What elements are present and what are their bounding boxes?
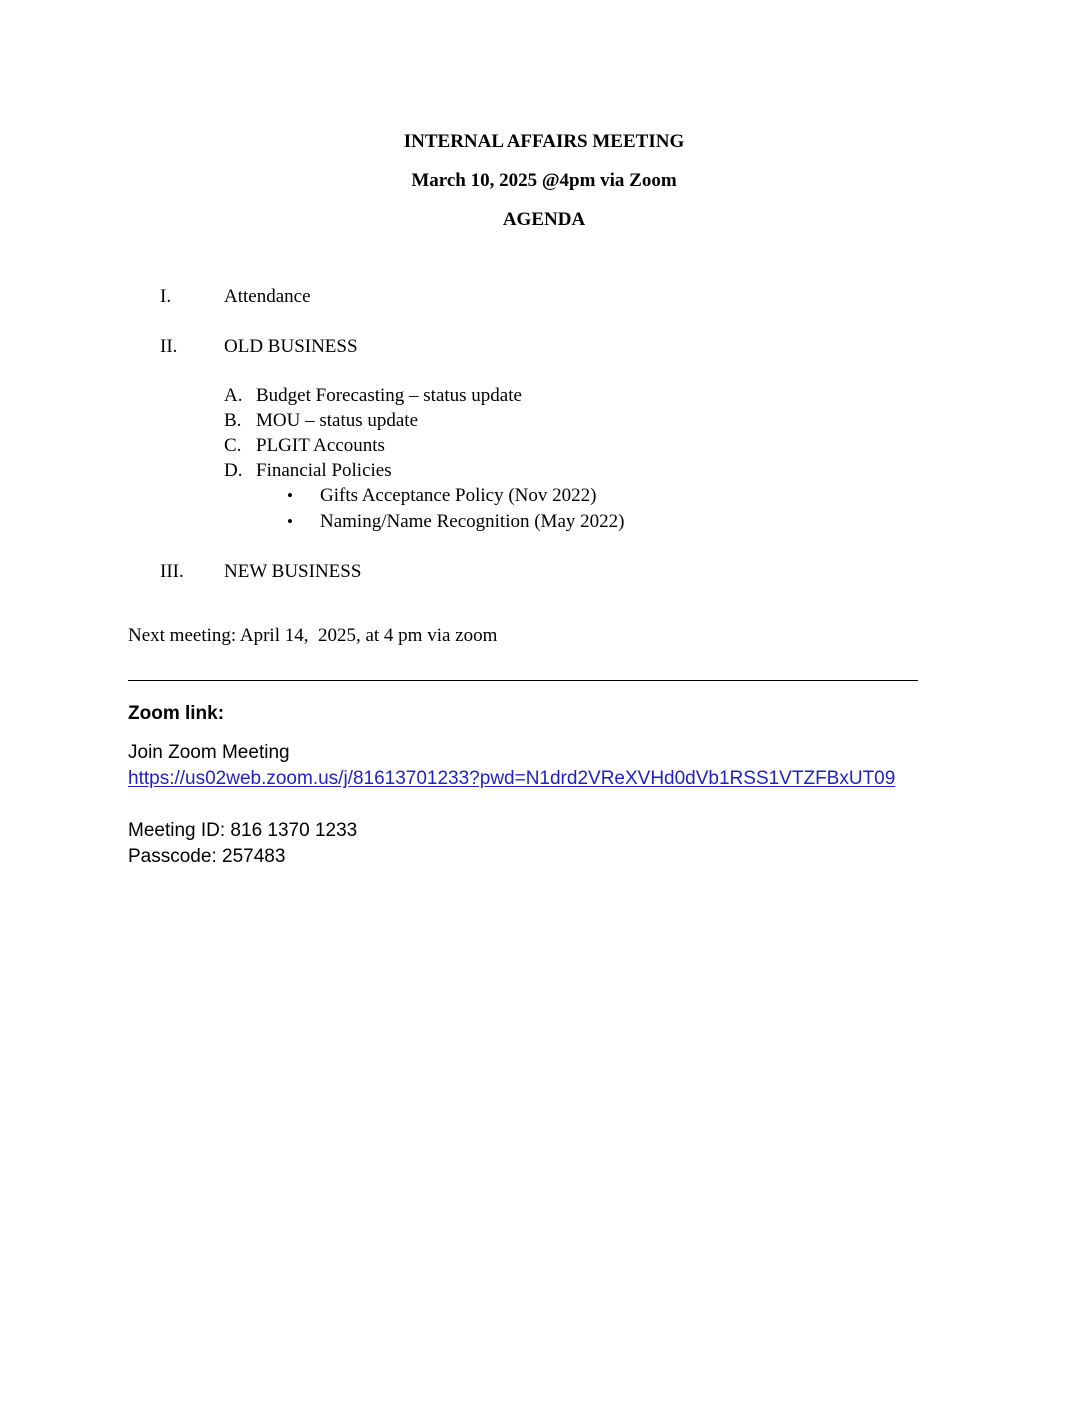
agenda-item-attendance: Attendance [224, 286, 311, 307]
next-meeting-text: Next meeting: April 14, 2025, at 4 pm via zoom [128, 625, 498, 646]
agenda-numeral-1: I. [160, 286, 172, 307]
subitem-letter-b: B. [224, 410, 242, 431]
agenda-item-new-business: NEW BUSINESS [224, 561, 362, 582]
zoom-link-heading: Zoom link: [128, 703, 225, 724]
horizontal-rule [128, 680, 918, 681]
subitem-mou: MOU – status update [256, 410, 419, 431]
agenda-heading: AGENDA [502, 209, 586, 230]
passcode: Passcode: 257483 [128, 846, 286, 867]
subitem-budget-forecasting: Budget Forecasting – status update [256, 385, 522, 406]
zoom-meeting-link[interactable]: https://us02web.zoom.us/j/81613701233?pwd=N1drd2VReXVHd0dVb1RSS1VTZFBxUT09 [128, 768, 896, 789]
subitem-letter-d: D. [224, 460, 243, 481]
bullet-icon: • [287, 512, 293, 531]
bullet-gifts-acceptance-policy: Gifts Acceptance Policy (Nov 2022) [320, 485, 597, 506]
bullet-icon: • [287, 486, 293, 505]
document-title: INTERNAL AFFAIRS MEETING [403, 131, 685, 152]
meeting-id: Meeting ID: 816 1370 1233 [128, 820, 358, 841]
subitem-letter-a: A. [224, 385, 243, 406]
agenda-numeral-3: III. [160, 561, 184, 582]
join-zoom-label: Join Zoom Meeting [128, 742, 290, 763]
meeting-date: March 10, 2025 @4pm via Zoom [411, 170, 677, 191]
agenda-numeral-2: II. [160, 336, 178, 357]
subitem-plgit-accounts: PLGIT Accounts [256, 435, 385, 456]
subitem-financial-policies: Financial Policies [256, 460, 392, 481]
subitem-letter-c: C. [224, 435, 242, 456]
agenda-item-old-business: OLD BUSINESS [224, 336, 358, 357]
bullet-naming-recognition: Naming/Name Recognition (May 2022) [320, 511, 625, 532]
